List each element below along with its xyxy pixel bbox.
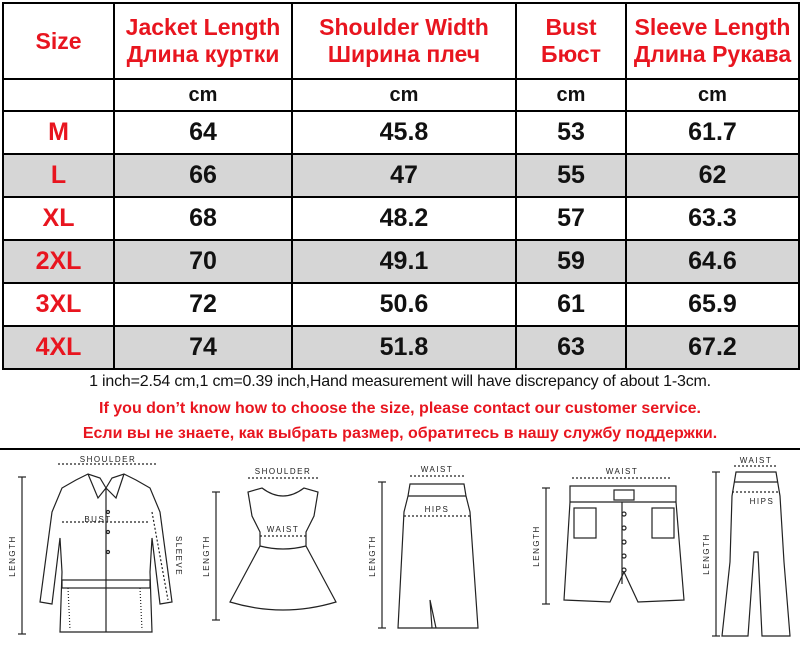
value-cell: 65.9: [626, 283, 799, 326]
sleeve-label-jacket: SLEEVE: [174, 535, 183, 577]
length-label-skirt: LENGTH: [368, 535, 377, 577]
value-cell: 53: [516, 111, 626, 154]
header-jacket-length: [114, 3, 292, 79]
length-label-shorts: LENGTH: [532, 525, 541, 567]
table-row: [3, 111, 799, 154]
size-cell: XL: [3, 197, 114, 240]
table-row: [3, 240, 799, 283]
header-bust: [516, 3, 626, 79]
value-cell: 72: [114, 283, 292, 326]
value-cell: 49.1: [292, 240, 516, 283]
value-cell: 63: [516, 326, 626, 369]
shoulder-label-dress: SHOULDER: [254, 467, 312, 476]
header-shoulder-width-en: Shoulder Width: [319, 14, 489, 40]
shoulder-label-jacket: SHOULDER: [79, 455, 137, 464]
shorts-diagram: [542, 478, 684, 604]
table-header-row: [3, 3, 799, 79]
waist-label-dress: WAIST: [266, 525, 300, 534]
value-cell: 59: [516, 240, 626, 283]
hips-label-skirt: HIPS: [424, 505, 450, 514]
pants-diagram: [712, 466, 790, 636]
size-cell: M: [3, 111, 114, 154]
waist-label-skirt: WAIST: [420, 465, 454, 474]
size-cell: 3XL: [3, 283, 114, 326]
table-row: [3, 326, 799, 369]
table-row: [3, 283, 799, 326]
table-row: [3, 197, 799, 240]
header-sleeve-length-ru: Длина Рукава: [633, 41, 792, 67]
size-cell: 4XL: [3, 326, 114, 369]
value-cell: 47: [292, 154, 516, 197]
diagram-svg: [0, 452, 800, 641]
value-cell: 50.6: [292, 283, 516, 326]
size-table: [2, 2, 800, 370]
value-cell: 67.2: [626, 326, 799, 369]
unit-cell: cm: [292, 79, 516, 111]
unit-cell: cm: [626, 79, 799, 111]
header-sleeve-length-en: Sleeve Length: [634, 14, 791, 40]
size-cell: L: [3, 154, 114, 197]
value-cell: 48.2: [292, 197, 516, 240]
length-label-dress: LENGTH: [202, 535, 211, 577]
header-jacket-length-en: Jacket Length: [125, 14, 281, 40]
measurement-diagrams: [0, 452, 800, 641]
value-cell: 74: [114, 326, 292, 369]
bust-label-jacket: BUST: [84, 515, 112, 524]
unit-cell: cm: [114, 79, 292, 111]
size-cell: 2XL: [3, 240, 114, 283]
waist-label-shorts: WAIST: [605, 467, 639, 476]
header-shoulder-width: [292, 3, 516, 79]
value-cell: 66: [114, 154, 292, 197]
length-label-pants: LENGTH: [702, 533, 711, 575]
unit-cell-empty: [3, 79, 114, 111]
waist-label-pants: WAIST: [739, 456, 773, 465]
hips-label-pants: HIPS: [749, 497, 775, 506]
divider: [0, 448, 800, 450]
header-bust-en: Bust: [545, 14, 597, 40]
header-jacket-length-ru: Длина куртки: [126, 41, 280, 67]
jacket-diagram: [18, 464, 172, 634]
header-sleeve-length: [626, 3, 799, 79]
length-label-jacket: LENGTH: [8, 535, 17, 577]
value-cell: 51.8: [292, 326, 516, 369]
value-cell: 57: [516, 197, 626, 240]
header-bust-ru: Бюст: [541, 41, 601, 67]
header-shoulder-width-ru: Ширина плеч: [327, 41, 481, 67]
unit-cell: cm: [516, 79, 626, 111]
skirt-diagram: [378, 476, 478, 628]
value-cell: 64: [114, 111, 292, 154]
value-cell: 68: [114, 197, 292, 240]
value-cell: 61.7: [626, 111, 799, 154]
value-cell: 64.6: [626, 240, 799, 283]
value-cell: 70: [114, 240, 292, 283]
measurement-note: 1 inch=2.54 cm,1 cm=0.39 inch,Hand measurement will have discrepancy of about 1-3cm.: [89, 373, 711, 390]
value-cell: 61: [516, 283, 626, 326]
value-cell: 63.3: [626, 197, 799, 240]
size-header: Size: [3, 3, 114, 79]
table-row: [3, 154, 799, 197]
value-cell: 45.8: [292, 111, 516, 154]
value-cell: 55: [516, 154, 626, 197]
value-cell: 62: [626, 154, 799, 197]
contact-notice-en: If you don’t know how to choose the size, please contact our customer service.: [99, 400, 701, 417]
dress-diagram: [212, 478, 336, 620]
unit-row: [3, 79, 799, 111]
contact-notice-ru: Если вы не знаете, как выбрать размер, обратитесь в нашу службу поддержки.: [82, 425, 718, 442]
